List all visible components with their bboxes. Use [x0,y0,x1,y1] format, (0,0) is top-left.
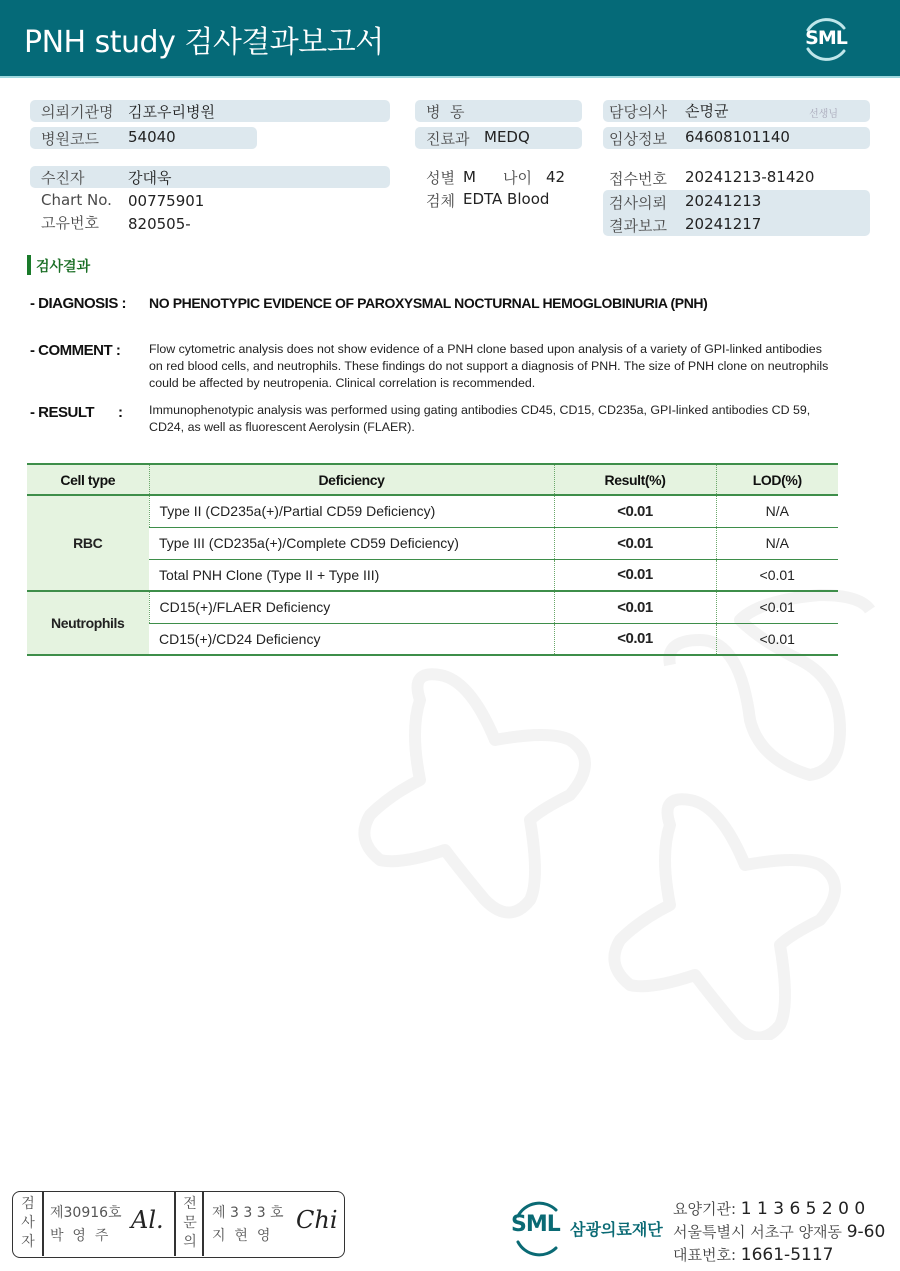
chart-no-label: Chart No. [41,191,112,209]
result-colon: : [118,404,123,421]
specialist-license: 제 3 3 3 호 [212,1205,284,1221]
deficiency-cell: Type III (CD235a(+)/Complete CD59 Deficiency) [149,527,554,559]
comment-text: Flow cytometric analysis does not show evidence of a PNH clone based upon analysis of a variety of GPI-linked antibodies on red blood cells, and neutrophils. These findings do not support a diagnosis of PNH. The size of PNH clone on neutrophils could be affected by neutropenia. Clinical correlation is recommended. [149,342,829,390]
hospital-code-label: 병원코드 [41,130,99,148]
age-value: 42 [546,168,566,186]
hospital-code-value: 54040 [128,128,176,146]
phone-line [673,1244,833,1265]
patient-name-label: 수진자 [41,169,85,187]
deficiency-cell: CD15(+)/FLAER Deficiency [149,591,554,623]
diagnosis-label: - DIAGNOSIS : [30,295,127,312]
section-title: 검사결과 [36,259,91,275]
deficiency-cell: CD15(+)/CD24 Deficiency [149,623,554,655]
request-date-value: 20241213 [685,192,762,210]
facility-label: 요양기관: [673,1200,737,1218]
department-label: 진료과 [426,130,470,148]
comment-label: - COMMENT : [30,342,121,359]
header-deficiency: Deficiency [149,464,554,495]
header-lod: LOD(%) [716,464,838,495]
specimen-value: EDTA Blood [463,190,550,208]
result-cell: <0.01 [554,527,716,559]
report-title: PNH study 검사결과보고서 [24,25,384,60]
doctor-value: 손명균 [685,102,729,120]
chart-no-value: 00775901 [128,192,205,210]
sex-label: 성별 [426,169,455,187]
patient-name-value: 강대욱 [128,169,172,187]
facility-line [673,1198,865,1219]
lod-cell: N/A [716,495,838,527]
examiner-label-char: 검 [21,1196,35,1212]
sml-logo-icon [796,12,856,66]
examiner-license: 제30916호 [50,1205,122,1221]
result-label: - RESULT [30,404,95,421]
result-cell: <0.01 [554,495,716,527]
lod-cell: <0.01 [716,559,838,591]
result-cell: <0.01 [554,559,716,591]
unique-id-label: 고유번호 [41,214,99,232]
table-row [27,495,838,527]
sml-logo-text: SML [805,27,847,49]
results-table [27,463,838,656]
report-header [0,0,900,78]
signature-divider [202,1192,204,1256]
result-cell: <0.01 [554,591,716,623]
specimen-label: 검체 [426,192,455,210]
department-value: MEDQ [484,128,530,146]
lod-cell: N/A [716,527,838,559]
phone-number: 1661-5117 [740,1245,834,1265]
table-header-row [27,464,838,495]
receipt-no-label: 접수번호 [609,170,667,188]
examiner-name: 박 영 주 [50,1228,109,1244]
address-number: 9-60 [846,1222,886,1242]
phone-label: 대표번호: [673,1246,737,1264]
address-label: 서울특별시 서초구 양재동 [673,1223,842,1241]
clinical-info-value: 64608101140 [685,128,790,146]
unique-id-value: 820505- [128,215,191,233]
header-result: Result(%) [554,464,716,495]
receipt-no-value: 20241213-81420 [685,168,815,186]
result-cell: <0.01 [554,623,716,655]
diagnosis-text: NO PHENOTYPIC EVIDENCE OF PAROXYSMAL NOCTURNAL HEMOGLOBINURIA (PNH) [149,295,708,311]
report-date-label: 결과보고 [609,217,667,235]
cell-type-rbc: RBC [27,495,149,591]
specialist-signature: Chi [296,1206,338,1234]
specialist-label [177,1192,203,1256]
address-line [673,1221,885,1242]
examiner-label-char: 자 [21,1234,35,1250]
org-name: 삼광의료재단 [570,1220,663,1239]
specialist-name: 지 현 영 [212,1228,271,1244]
request-date-label: 검사의뢰 [609,194,667,212]
signature-divider [42,1192,44,1256]
ward-label: 병 동 [426,103,465,121]
examiner-label [15,1192,41,1256]
lod-cell: <0.01 [716,591,838,623]
result-text: Immunophenotypic analysis was performed using gating antibodies CD45, CD15, CD235a, GPI-linked antibodies CD 59, CD24, as well as fluorescent Aerolysin (FLAER). [149,403,811,434]
specialist-label-char: 문 [183,1215,197,1231]
table-row [27,591,838,623]
signature-divider [174,1192,176,1256]
deficiency-cell: Total PNH Clone (Type II + Type III) [149,559,554,591]
lod-cell: <0.01 [716,623,838,655]
specialist-label-char: 의 [183,1234,197,1250]
deficiency-cell: Type II (CD235a(+)/Partial CD59 Deficiency) [149,495,554,527]
signature-box [12,1191,345,1258]
cell-type-neutrophils: Neutrophils [27,591,149,655]
table-row [27,527,838,559]
doctor-label: 담당의사 [609,103,667,121]
clinical-info-label: 임상정보 [609,130,667,148]
table-row [27,623,838,655]
org-logo-text: SML [511,1212,560,1237]
institution-value: 김포우리병원 [128,103,215,121]
institution-label: 의뢰기관명 [41,103,114,121]
doctor-suffix: 선생님 [809,109,838,120]
examiner-label-char: 사 [21,1215,35,1231]
report-date-value: 20241217 [685,215,762,233]
age-label: 나이 [503,169,532,187]
facility-number: 1 1 3 6 5 2 0 0 [740,1199,866,1219]
table-row [27,559,838,591]
header-cell-type: Cell type [27,464,149,495]
examiner-signature: Al. [131,1206,164,1234]
sex-value: M [463,168,476,186]
specialist-label-char: 전 [183,1196,197,1212]
section-marker-icon [27,255,31,275]
